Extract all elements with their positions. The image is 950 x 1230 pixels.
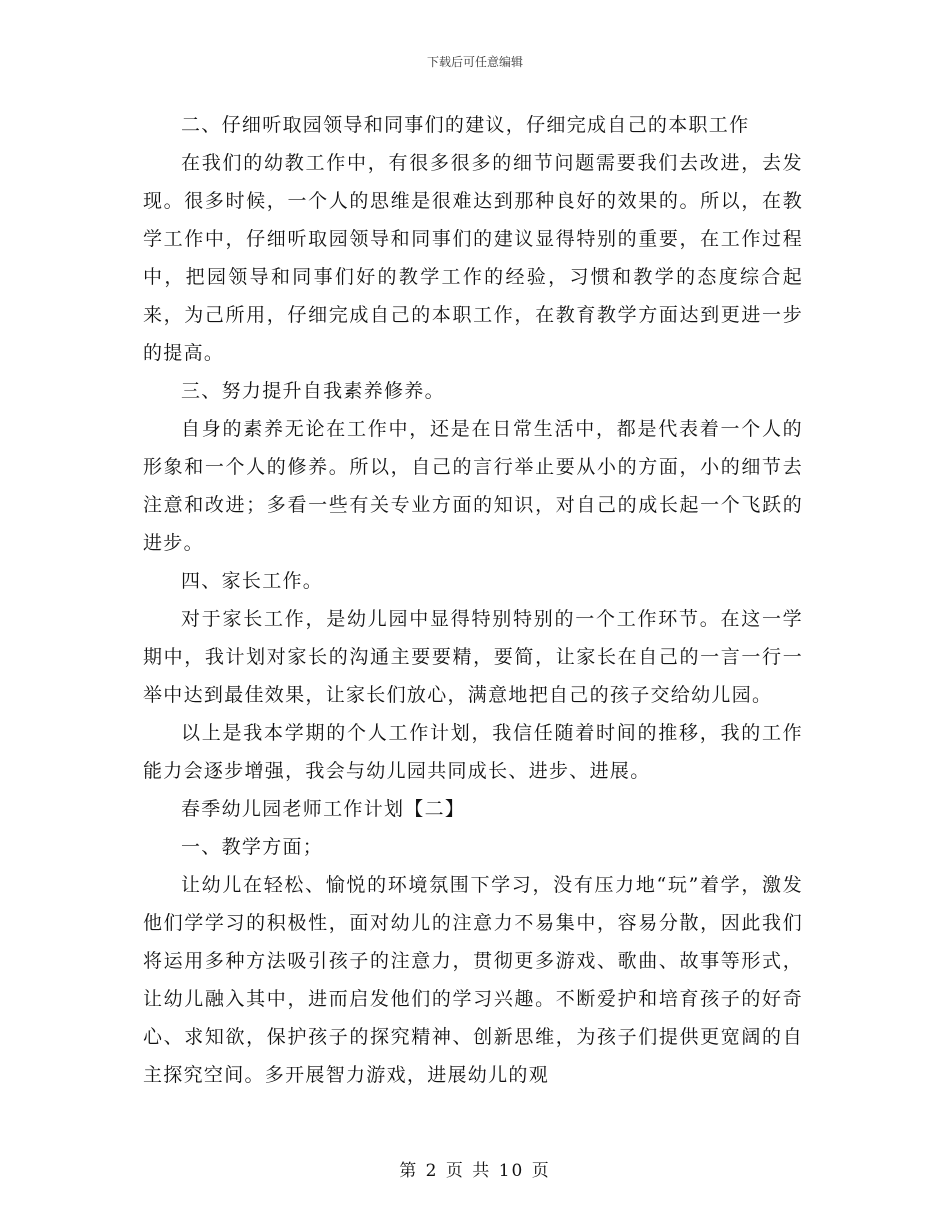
paragraph-teaching-body: 让幼儿在轻松、愉悦的环境氛围下学习，没有压力地“玩”着学，激发他们学学习的积极性，面对幼儿的注意力不易集中，容易分散，因此我们将运用多种方法吸引孩子的注意力，贯彻更多游戏、歌曲、故事等形式，让幼儿融入其中，进而启发他们的学习兴趣。不断爱护和培育孩子的好奇心、求知欲，保护孩子的探究精神、创新思维，为孩子们提供更宽阔的自主探究空间。多开展智力游戏，进展幼儿的观 xyxy=(143,874,803,1086)
page-header-note: 下载后可任意编辑 xyxy=(426,55,523,69)
paragraph-conclusion: 以上是我本学期的个人工作计划，我信任随着时间的推移，我的工作能力会逐步增强，我会与幼儿园共同成长、进步、进展。 xyxy=(143,722,803,782)
paragraph-plan-2-title: 春季幼儿园老师工作计划【二】 xyxy=(181,798,466,820)
paragraph-section-3-heading: 三、努力提升自我素养修养。 xyxy=(181,380,445,402)
paragraph-teaching-heading: 一、教学方面； xyxy=(181,836,324,858)
paragraph-section-4-heading: 四、家长工作。 xyxy=(181,570,324,592)
paragraph-section-2-body: 在我们的幼教工作中，有很多很多的细节问题需要我们去改进，去发现。很多时候，一个人的思维是很难达到那种良好的效果的。所以，在教学工作中，仔细听取园领导和同事们的建议显得特别的重要，在工作过程中，把园领导和同事们好的教学工作的经验，习惯和教学的态度综合起来，为己所用，仔细完成自己的本职工作，在教育教学方面达到更进一步的提高。 xyxy=(143,152,803,364)
paragraph-section-4-body: 对于家长工作，是幼儿园中显得特别特别的一个工作环节。在这一学期中，我计划对家长的沟通主要要精，要简，让家长在自己的一言一行一举中达到最佳效果，让家长们放心，满意地把自己的孩子交给幼儿园。 xyxy=(143,608,803,706)
page-number-footer: 第 2 页 共 10 页 xyxy=(399,1161,551,1181)
document-body xyxy=(143,106,803,1094)
paragraph-section-2-heading: 二、仔细听取园领导和同事们的建议，仔细完成自己的本职工作 xyxy=(181,114,750,136)
paragraph-section-3-body: 自身的素养无论在工作中，还是在日常生活中，都是代表着一个人的形象和一个人的修养。所以，自己的言行举止要从小的方面，小的细节去注意和改进；多看一些有关专业方面的知识，对自己的成长起一个飞跃的进步。 xyxy=(143,418,803,554)
